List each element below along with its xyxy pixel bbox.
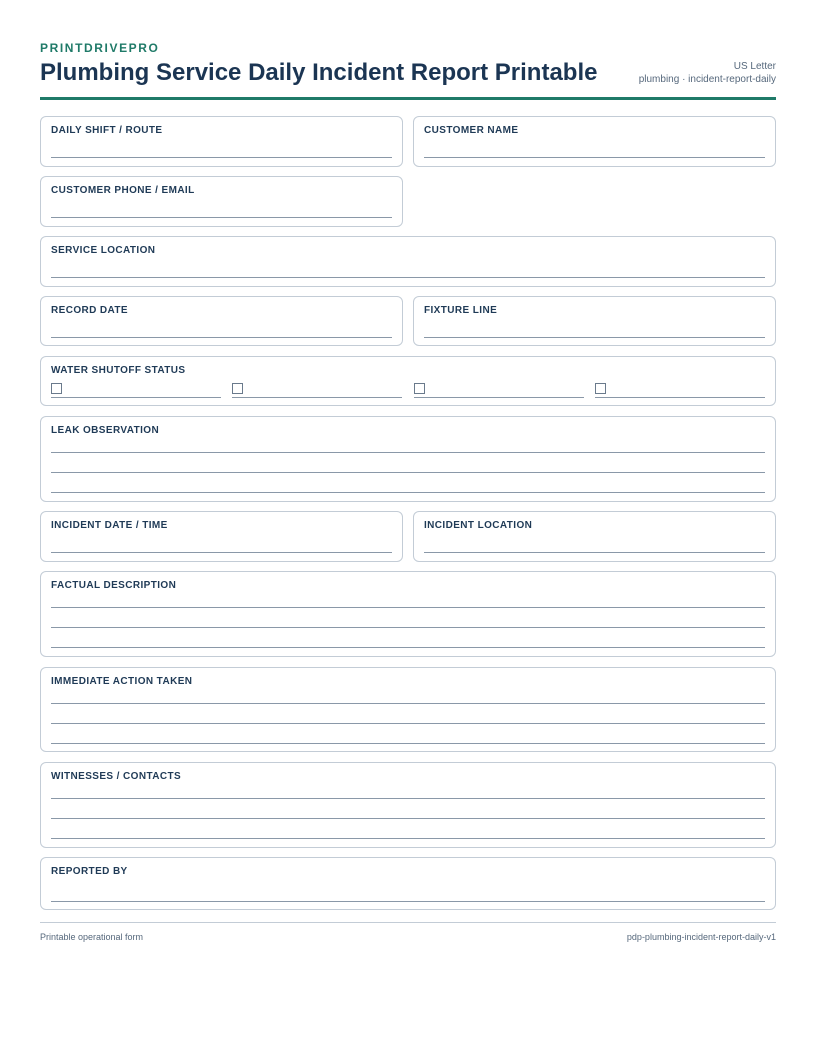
- field-label: INCIDENT DATE / TIME: [51, 520, 168, 531]
- field-label: REPORTED BY: [51, 866, 128, 877]
- write-line[interactable]: [424, 337, 765, 338]
- write-line[interactable]: [51, 607, 765, 608]
- footer-left-text: Printable operational form: [40, 932, 144, 942]
- checkbox[interactable]: [595, 383, 606, 394]
- write-line[interactable]: [51, 157, 392, 158]
- document-tags: plumbing · incident-report-daily: [638, 74, 776, 85]
- field-incident-datetime: [40, 511, 403, 562]
- checkbox[interactable]: [414, 383, 425, 394]
- checkbox[interactable]: [51, 383, 62, 394]
- write-line[interactable]: [424, 552, 765, 553]
- field-immediate-action: [40, 667, 776, 752]
- write-line[interactable]: [51, 452, 765, 453]
- write-line[interactable]: [51, 492, 765, 493]
- field-incident-location: [413, 511, 776, 562]
- field-label: WATER SHUTOFF STATUS: [51, 365, 186, 376]
- footer-form-id: pdp-plumbing-incident-report-daily-v1: [626, 932, 776, 942]
- write-line[interactable]: [424, 157, 765, 158]
- field-service-location: [40, 236, 776, 287]
- brand-name: PRINTDRIVEPRO: [40, 41, 160, 55]
- field-fixture-line: [413, 296, 776, 346]
- write-line[interactable]: [51, 798, 765, 799]
- field-label: DAILY SHIFT / ROUTE: [51, 125, 163, 136]
- field-factual-description: [40, 571, 776, 657]
- header-divider: [40, 97, 776, 100]
- checkbox-option-3[interactable]: [414, 383, 584, 398]
- paper-size: US Letter: [733, 61, 776, 72]
- field-label: RECORD DATE: [51, 305, 128, 316]
- field-customer-name: [413, 116, 776, 167]
- checkbox-option-4[interactable]: [595, 383, 765, 398]
- write-line[interactable]: [51, 647, 765, 648]
- field-label: INCIDENT LOCATION: [424, 520, 533, 531]
- write-line[interactable]: [51, 217, 392, 218]
- field-record-date: [40, 296, 403, 346]
- checkbox[interactable]: [232, 383, 243, 394]
- field-water-shutoff-status: [40, 356, 776, 406]
- write-line[interactable]: [51, 472, 765, 473]
- document-meta: [639, 60, 776, 86]
- write-line[interactable]: [51, 838, 765, 839]
- field-label: FACTUAL DESCRIPTION: [51, 580, 177, 591]
- write-line[interactable]: [51, 901, 765, 902]
- field-leak-observation: [40, 416, 776, 502]
- footer-divider: [40, 922, 776, 923]
- field-label: FIXTURE LINE: [424, 305, 498, 316]
- write-line[interactable]: [51, 337, 392, 338]
- page-title: Plumbing Service Daily Incident Report Printable: [40, 59, 598, 86]
- field-label: CUSTOMER PHONE / EMAIL: [51, 185, 195, 196]
- write-line[interactable]: [51, 743, 765, 744]
- write-line[interactable]: [51, 703, 765, 704]
- write-line[interactable]: [51, 627, 765, 628]
- checkbox-option-1[interactable]: [51, 383, 221, 398]
- field-reported-by: [40, 857, 776, 910]
- field-label: SERVICE LOCATION: [51, 245, 156, 256]
- field-label: CUSTOMER NAME: [424, 125, 519, 136]
- field-label: LEAK OBSERVATION: [51, 425, 160, 436]
- field-witnesses-contacts: [40, 762, 776, 848]
- field-daily-shift: [40, 116, 403, 167]
- field-label: IMMEDIATE ACTION TAKEN: [51, 676, 193, 687]
- write-line[interactable]: [51, 277, 765, 278]
- field-label: WITNESSES / CONTACTS: [51, 771, 182, 782]
- write-line[interactable]: [51, 818, 765, 819]
- checkbox-option-2[interactable]: [232, 383, 402, 398]
- write-line[interactable]: [51, 552, 392, 553]
- write-line[interactable]: [51, 723, 765, 724]
- field-customer-contact: [40, 176, 403, 227]
